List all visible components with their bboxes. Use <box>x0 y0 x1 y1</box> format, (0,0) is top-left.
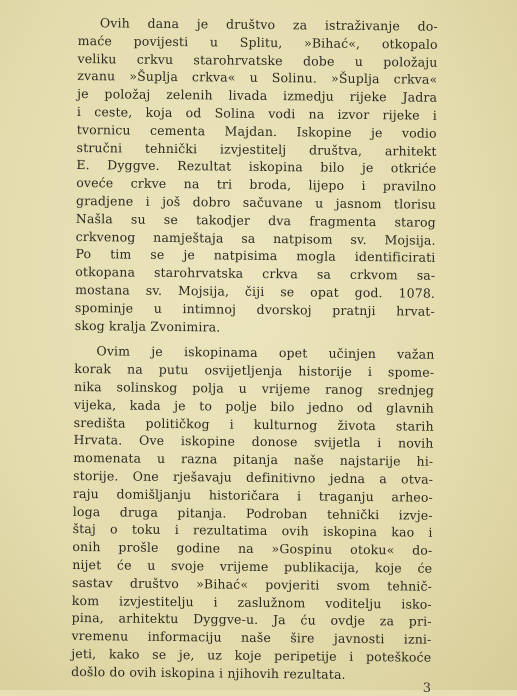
text-line: momenata u razna pitanja naše najstarije hi- <box>73 450 434 469</box>
text-line: je položaj zelenih livada izmedju rijeke Jadra <box>77 86 438 105</box>
text-line: zvanu »Šuplja crkva« u Solinu. »Šuplja crkva« <box>77 68 438 88</box>
text-line: stručni tehnički izvjestitelj društva, arhitekt <box>76 139 437 159</box>
paragraph-2 <box>71 342 435 684</box>
text-line: Hrvata. Ove iskopine donose svijetla i novih <box>73 432 434 452</box>
text-line: maće povijesti u Splitu, »Bihać«, otkopalo <box>77 32 438 52</box>
text-line: Našla su se takodjer dva fragmenta starog <box>75 210 436 230</box>
text-line: skog kralja Zvonimira. <box>74 317 221 335</box>
text-line: pina, arhitektu Dyggve-u. Ja ću ovdje za pri- <box>71 610 432 630</box>
page-number: 3 <box>422 681 431 696</box>
text-line: vremenu informaciju naše šire javnosti izni- <box>71 628 432 647</box>
text-line: gradjene i još dobro sačuvane u jasnom tlorisu <box>75 192 437 212</box>
text-line: središta političkog i kulturnog života starih <box>73 414 434 434</box>
text-line: kom izvjestitelju i zaslužnom voditelju isko- <box>71 592 432 612</box>
text-line: jeti, kako se je, uz koje peripetije i poteškoće <box>71 645 432 665</box>
text-line: i ceste, koja od Solina vodi na izvor rijeke i <box>76 103 438 123</box>
paragraph-1 <box>75 14 438 338</box>
text-line: Ovim je iskopinama opet učinjen važan <box>96 343 435 363</box>
text-line: crkvenog namještaja sa natpisom sv. Mojsija. <box>75 228 436 248</box>
text-line: štaj o toku i rezultatima ovih iskopina kao i <box>72 521 433 541</box>
text-line: nika solinskog polja u vrijeme ranog srednjeg <box>74 378 435 398</box>
text-line: onih prošle godine na »Gospinu otoku« do- <box>72 539 433 558</box>
text-line: E. Dyggve. Rezultat iskopina bilo je otkriće <box>76 157 437 177</box>
text-line: otkopana starohrvatska crkva sa crkvom sa- <box>75 264 436 283</box>
text-line: spominje u intimnoj dvorskoj pratnji hrvat- <box>74 299 435 319</box>
text-line: sastav društvo »Bihać« povjeriti svom tehnič- <box>71 574 433 594</box>
body-text <box>71 14 438 692</box>
text-line: tvornicu cementa Majdan. Iskopine je vodio <box>76 121 437 141</box>
text-line: vijeka, kada je to polje bilo jedno od glavnih <box>73 396 434 416</box>
text-line: mostana sv. Mojsija, čiji se opat god. 1078. <box>75 281 436 301</box>
text-line: oveće crkve na tri broda, lijepo i pravilno <box>76 175 437 194</box>
text-line: došlo do ovih iskopina i njihovih rezultata. <box>71 663 346 682</box>
text-line: Ovih dana je društvo za istraživanje do- <box>99 15 438 34</box>
text-line: korak na putu osvijetljenja historije i spome- <box>74 361 435 380</box>
text-line: Po tim se je natpisima mogla identificirati <box>75 246 436 266</box>
text-line: raju domišljanju historičara i traganju arheo- <box>72 485 434 505</box>
text-line: veliku crkvu starohrvatske dobe u položaju <box>77 50 438 70</box>
text-line: nijet će u svoje vrijeme publikacija, koje će <box>72 556 433 576</box>
text-line: loga druga pitanja. Podroban tehnički izvje- <box>72 503 433 523</box>
text-line: storije. One rješavaju definitivno jedna a otva- <box>73 467 434 487</box>
